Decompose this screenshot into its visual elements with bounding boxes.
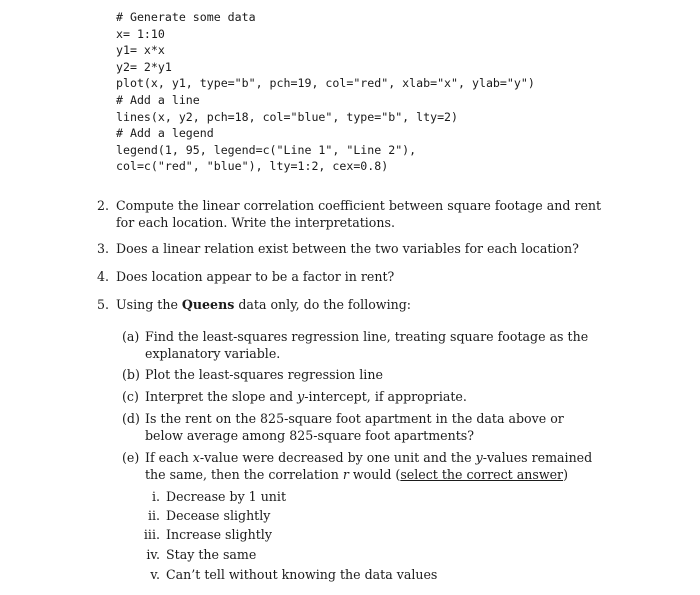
question-text: Does location appear to be a factor in rent?	[116, 269, 395, 284]
question-number: 5.	[97, 297, 110, 312]
option-label: iii.	[143, 527, 160, 542]
option-label: ii.	[147, 508, 160, 523]
option-v	[140, 566, 437, 583]
option-text: Can’t tell without knowing the data values	[166, 567, 438, 582]
code-line: # Add a legend	[116, 126, 214, 141]
r-code-block	[116, 9, 535, 175]
option-label: v.	[150, 567, 160, 582]
subquestion-label: (a)	[122, 329, 140, 344]
subquestion-text: If each x-value were decreased by one unit and the y-values remained the same, then the correlation r would (select the correct answer)	[145, 450, 593, 482]
code-line: plot(x, y1, type="b", pch=19, col="red", xlab="x", ylab="y")	[116, 76, 535, 91]
question-text: Using the Queens data only, do the following:	[116, 297, 412, 312]
subquestion-label: (d)	[122, 411, 140, 426]
option-iv	[140, 546, 256, 563]
subquestion-label: (b)	[122, 367, 140, 382]
question-number: 4.	[97, 269, 110, 284]
code-line: x= 1:10	[116, 26, 165, 41]
subquestion-text: Is the rent on the 825-square foot apartment in the data above or below average among 825-square foot apartments?	[145, 411, 564, 443]
code-line: legend(1, 95, legend=c("Line 1", "Line 2"),	[116, 142, 417, 157]
subquestion-text: Interpret the slope and y-intercept, if appropriate.	[145, 389, 467, 404]
question-text: Compute the linear correlation coefficient between square footage and rent for each location. Write the interpretations.	[116, 198, 602, 230]
code-line: # Generate some data	[116, 10, 256, 24]
code-line: y1= x*x	[116, 43, 165, 58]
option-i	[140, 488, 286, 505]
subquestion-text: Find the least-squares regression line, treating square footage as the explanatory variable.	[145, 329, 589, 361]
option-ii	[140, 507, 270, 524]
option-label: iv.	[146, 547, 160, 562]
code-line: lines(x, y2, pch=18, col="blue", type="b", lty=2)	[116, 109, 459, 124]
question-number: 2.	[97, 198, 110, 213]
subquestion-label: (c)	[122, 389, 139, 404]
option-iii	[140, 526, 272, 543]
code-line: y2= 2*y1	[116, 59, 172, 74]
question-number: 3.	[97, 241, 110, 256]
option-label: i.	[151, 489, 160, 504]
queens-keyword: Queens	[181, 297, 235, 312]
option-text: Decease slightly	[166, 508, 271, 523]
option-text: Increase slightly	[166, 527, 272, 542]
code-line: col=c("red", "blue"), lty=1:2, cex=0.8)	[116, 159, 389, 174]
question-text: Does a linear relation exist between the two variables for each location?	[116, 241, 579, 256]
subquestion-text: Plot the least-squares regression line	[145, 367, 383, 382]
code-line: # Add a line	[116, 92, 200, 107]
subquestion-label: (e)	[122, 450, 140, 465]
option-text: Decrease by 1 unit	[166, 489, 287, 504]
option-text: Stay the same	[166, 547, 257, 562]
select-correct-answer-text: select the correct answer	[400, 467, 564, 482]
